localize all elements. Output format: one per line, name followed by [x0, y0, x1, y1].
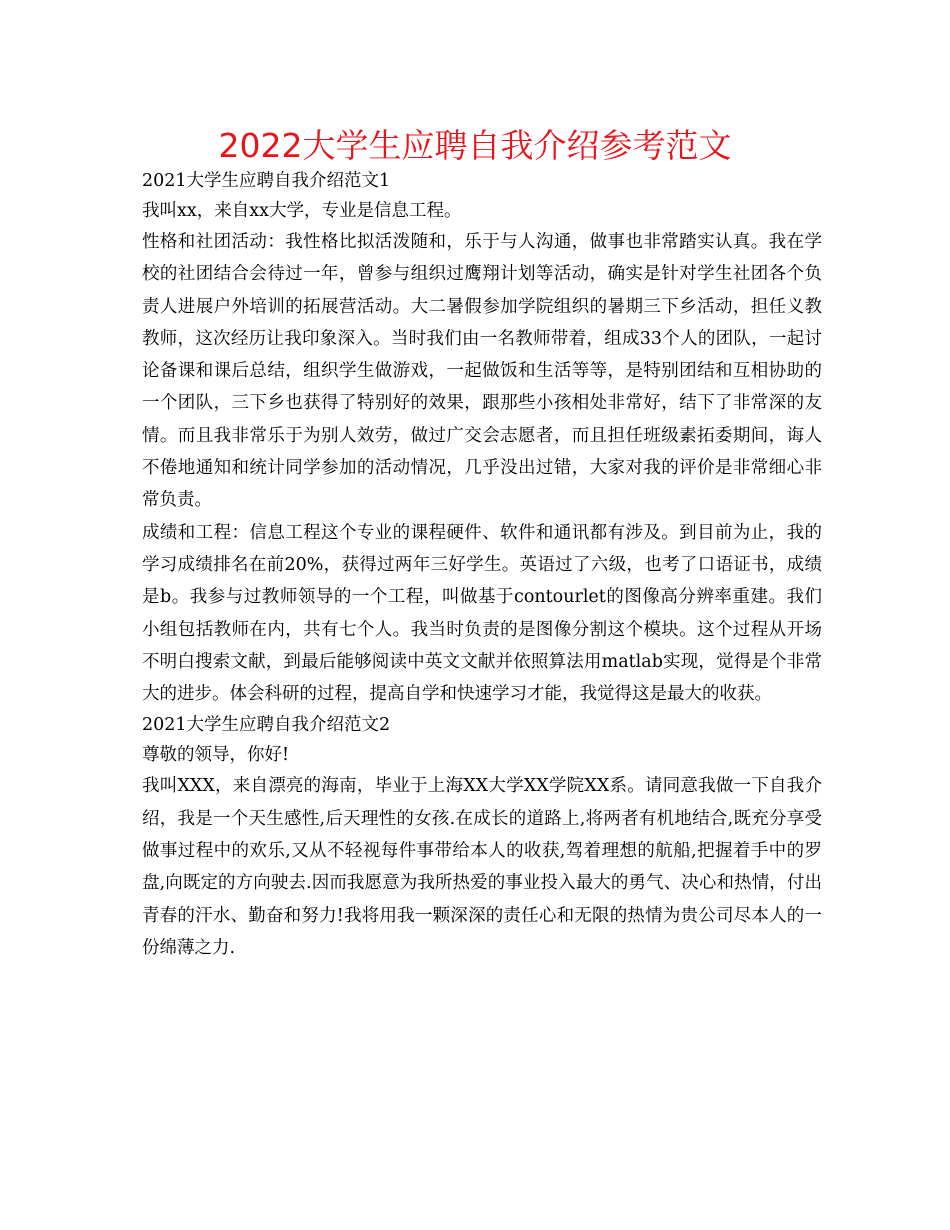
section-heading-2: 2021大学生应聘自我介绍范文2	[142, 715, 391, 736]
paragraph-intro: 我叫xx，来自xx大学，专业是信息工程。	[142, 201, 462, 221]
section-heading-1: 2021大学生应聘自我介绍范文1	[142, 171, 391, 191]
paragraph-personality: 性格和社团活动：我性格比拟活泼随和，乐于与人沟通，做事也非常踏实认真。我在学校的社团结合会待过一年，曾参与组织过鹰翔计划等活动，确实是针对学生社团各个负责人进展户外培训的拓展营活动。大二暑假参加学院组织的暑期三下乡活动，担任义教教师，这次经历让我印象深入。当时我们由一名教师带着，组成33个人的团队，一起讨论备课和课后总结，组织学生做游戏，一起做饭和生活等等，是特别团结和互相协助的一个团队，三下乡也获得了特别好的效果，跟那些小孩相处非常好，结下了非常深的友情。而且我非常乐于为别人效劳，做过广交会志愿者，而且担任班级素拓委期间，诲人不倦地通知和统计同学参加的活动情况，几乎没出过错，大家对我的评价是非常细心非常负责。	[142, 232, 822, 511]
paragraph-achievements: 成绩和工程：信息工程这个专业的课程硬件、软件和通讯都有涉及。到目前为止，我的学习成绩排名在前20%，获得过两年三好学生。英语过了六级，也考了口语证书，成绩是b。我参与过教师领导的一个工程，叫做基于contourlet的图像高分辨率重建。我们小组包括教师在内，共有七个人。我当时负责的是图像分割这个模块。这个过程从开场不明白搜索文献，到最后能够阅读中英文文献并依照算法用matlab实现，觉得是个非常大的进步。体会科研的过程，提高自学和快速学习才能，我觉得这是最大的收获。	[142, 522, 822, 705]
paragraph-self-intro: 我叫XXX，来自漂亮的海南，毕业于上海XX大学XX学院XX系。请同意我做一下自我介绍，我是一个天生感性,后天理性的女孩.在成长的道路上,将两者有机地结合,既充分享受做事过程中的欢乐,又从不轻视每件事带给本人的收获,驾着理想的航船,把握着手中的罗盘,向既定的方向驶去.因而我愿意为我所热爱的事业投入最大的勇气、决心和热情，付出青春的汗水、勤奋和努力!我将用我一颗深深的责任心和无限的热情为贵公司尽本人的一份绵薄之力.	[142, 776, 822, 958]
paragraph-greeting: 尊敬的领导，你好!	[142, 745, 290, 766]
document-title: 2022大学生应聘自我介绍参考范文	[218, 126, 732, 165]
document-body	[142, 166, 822, 964]
